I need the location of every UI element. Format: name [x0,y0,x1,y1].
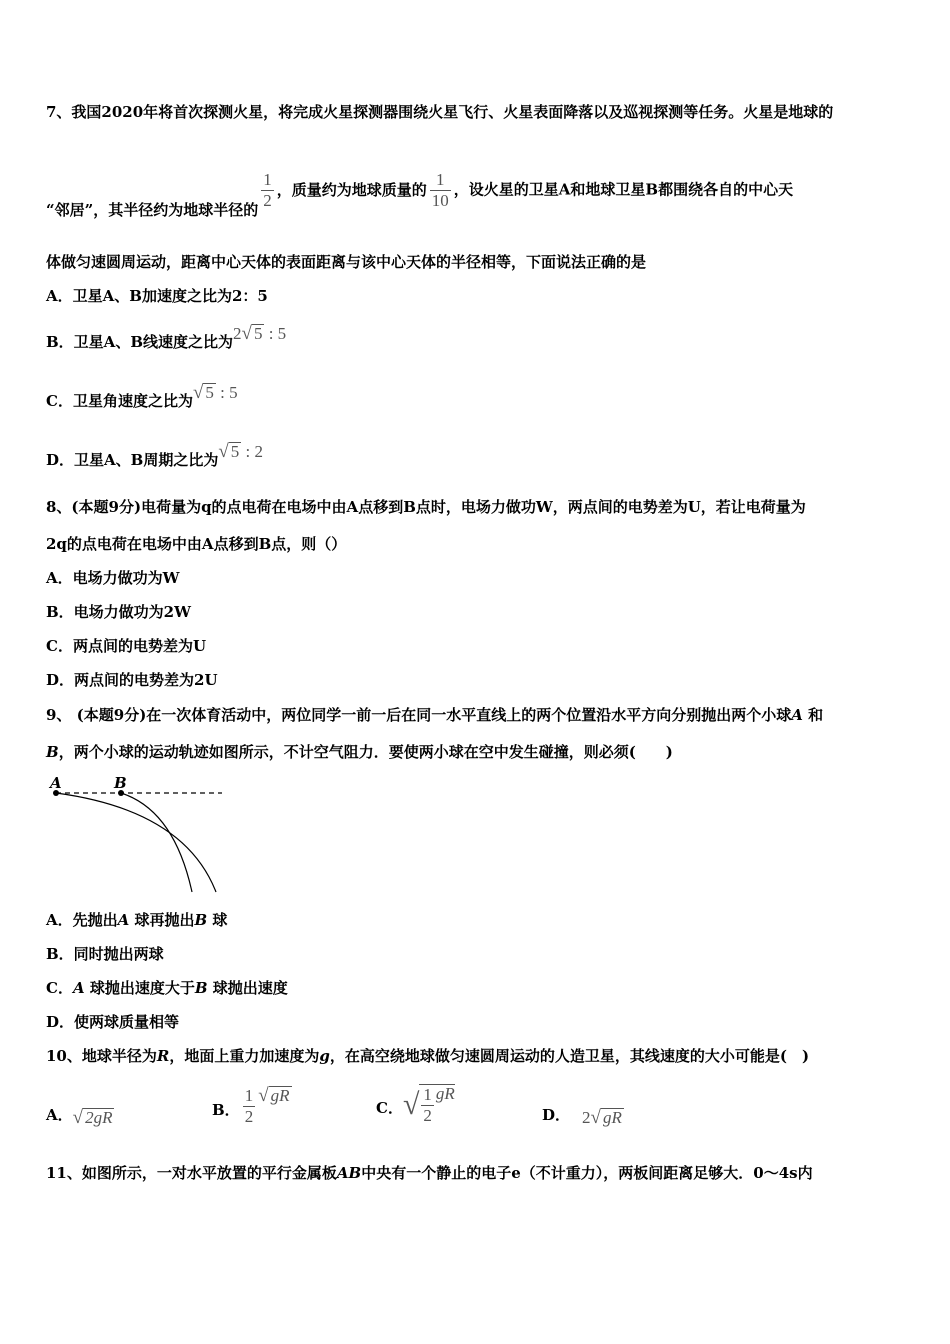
q7-option-c-math: √ 5 : 5 [192,382,238,403]
q9-option-a-pre: A．先抛出 [46,911,118,929]
figure-label-a: A [50,774,62,792]
q10-gravity-symbol: g [319,1047,330,1065]
q10-line-mid: ，地面上重力加速度为 [169,1047,320,1065]
q9-option-a-ball-a: A [117,911,130,929]
fraction-one-tenth: $\frac{1}{10}$ [431,170,449,210]
q7-option-c-text: C．卫星角速度之比为 [46,392,193,410]
q9-line-1 [46,705,823,725]
q10-option-c-label: C． [376,1099,403,1117]
q10-radius-symbol: R [156,1047,170,1065]
q9-ball-a-label: A [791,706,803,724]
q8-option-c: C．两点间的电势差为U [46,637,207,655]
q11-line-post: 中央有一个静止的电子e（不计重力），两板间距离足够大．0～4s内 [361,1164,813,1182]
q9-option-c-pre: C． [46,979,73,997]
q7-line-2-part-c: ，设火星的卫星A和地球卫星B都围绕各自的中心天 [453,180,794,199]
q11-line-pre: 11、如图所示，一对水平放置的平行金属板 [46,1164,337,1182]
q7-line-1: 7、我国2020年将首次探测火星，将完成火星探测器围绕火星飞行、火星表面降落以及巡视探测等任务。火星是地球的 [46,103,834,121]
q10-option-d [542,1104,624,1126]
q9-ball-b-label: B [46,743,59,761]
q9-line-2-text: ，两个小球的运动轨迹如图所示，不计空气阻力．要使两小球在空中发生碰撞，则必须( ) [58,743,673,761]
q7-line-3: 体做匀速圆周运动，距离中心天体的表面距离与该中心天体的半径相等，下面说法正确的是 [46,253,647,271]
q7-option-b-text: B．卫星A、B线速度之比为 [46,333,233,351]
q8-option-a: A．电场力做功为W [46,569,180,587]
q8-line-1: 8、(本题9分)电荷量为q的点电荷在电场中由A点移到B点时，电场力做功W，两点间的电势差为U，若让电荷量为 [46,498,806,516]
q9-option-c-mid: 球抛出速度大于 [84,979,195,997]
q10-line-pre: 10、地球半径为 [46,1047,157,1065]
q8-line-2: 2q的点电荷在电场中由A点移到B点，则（） [46,535,347,553]
q10-line-post: ，在高空绕地球做匀速圆周运动的人造卫星，其线速度的大小可能是( ) [329,1047,810,1065]
q7-line-2-part-b: ，质量约为地球质量的 [276,180,427,199]
q7-option-d-text: D．卫星A、B周期之比为 [46,451,219,469]
q10-option-c-math: √ $\frac{1}{2}$ gR [402,1084,455,1125]
q9-option-c-post: 球抛出速度 [207,979,288,997]
q10-option-d-math: 2√ gR [582,1107,622,1128]
q9-option-c-ball-a: A [72,979,85,997]
q10-option-b-fraction: $\frac{1}{2}$ [244,1086,254,1126]
q7-option-a: A．卫星A、B加速度之比为2：5 [46,287,268,305]
q9-option-c-ball-b: B [194,979,208,997]
q10-option-b-label: B． [212,1100,240,1119]
q9-option-c [46,978,288,998]
q10-option-a-math: √ 2gR [72,1107,113,1128]
q9-option-a-ball-b: B [194,911,208,929]
q10-option-d-label: D． [542,1106,571,1124]
q7-option-d-math: √ 5 : 2 [218,441,263,462]
q9-option-a-mid: 球再抛出 [129,911,195,929]
q7-option-b [46,323,287,352]
q9-line-1-and: 和 [802,706,824,724]
q9-trajectory-figure [44,770,230,896]
q8-option-b: B．电场力做功为2W [46,603,191,621]
q10-option-a [46,1104,114,1126]
q9-option-a [46,910,227,930]
figure-label-b: B [114,774,127,792]
q10-option-b [212,1086,292,1127]
q9-option-b: B．同时抛出两球 [46,945,164,963]
q7-option-d [46,441,263,470]
q10-line [46,1046,809,1066]
q8-option-d: D．两点间的电势差为2U [46,671,218,689]
q10-option-a-label: A． [46,1106,73,1124]
q10-option-c [376,1084,455,1126]
q7-line-2-part-a: “邻居”，其半径约为地球半径的 [46,200,259,219]
q7-line-2 [46,170,794,219]
q9-option-a-post: 球 [207,911,228,929]
q7-option-c [46,382,238,411]
q9-option-d: D．使两球质量相等 [46,1013,180,1031]
q9-line-2 [46,742,673,762]
q11-line [46,1163,813,1183]
q10-option-b-radical: √ gR [258,1084,290,1106]
q9-line-1-text: 9、 (本题9分)在一次体育活动中，两位同学一前一后在同一水平直线上的两个位置沿水平方向分别抛出两个小球 [46,706,792,724]
fraction-one-half: $\frac{1}{2}$ [263,170,272,210]
trajectory-a [56,793,216,892]
q11-plates-symbol: AB [336,1164,362,1182]
q7-option-b-math: 2√ 5 : 5 [233,323,287,344]
